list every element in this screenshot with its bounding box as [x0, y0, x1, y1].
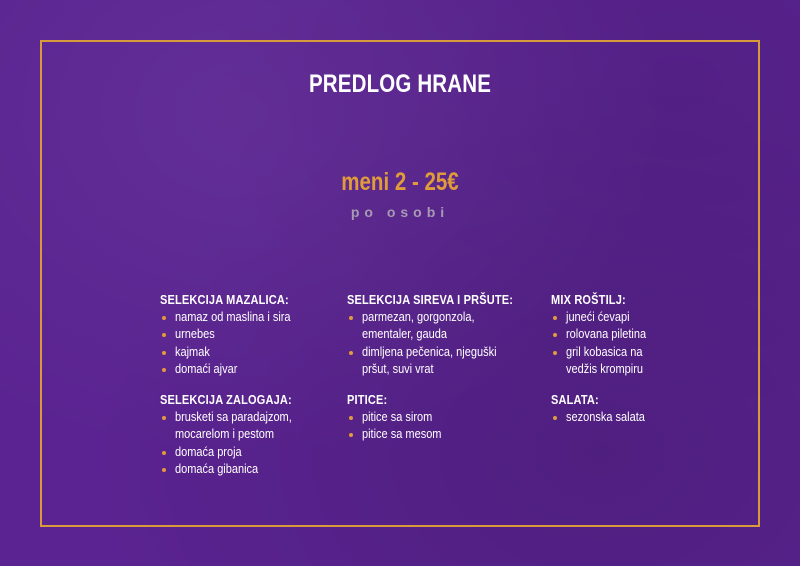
list-item: urnebes: [160, 326, 330, 343]
section-title: PITICE:: [347, 393, 388, 408]
section-title: SELEKCIJA MAZALICA:: [160, 293, 289, 307]
section-zalogaji: [160, 392, 330, 478]
item-list: [551, 309, 701, 378]
section-title: SELEKCIJA SIREVA I PRŠUTE:: [347, 293, 514, 307]
menu-column-3: [551, 292, 701, 440]
item-list: [347, 409, 537, 444]
list-item: domaća proja: [160, 444, 330, 461]
section-mazalice: [160, 292, 330, 378]
list-item: pitice sa sirom: [347, 409, 537, 426]
list-item: sezonska salata: [551, 409, 701, 426]
page-title: PREDLOG HRANE: [308, 70, 492, 98]
menu-column-2: [347, 292, 537, 458]
section-salata: [551, 392, 701, 426]
list-item: kajmak: [160, 344, 330, 361]
menu-price-note: po osobi: [350, 204, 450, 220]
list-item: domaći ajvar: [160, 361, 330, 378]
list-item: gril kobasica na vedžis krompiru: [551, 344, 701, 379]
section-pitice: [347, 392, 537, 444]
item-list: [347, 309, 537, 378]
item-list: [551, 409, 701, 426]
section-mix-rostilj: [551, 292, 701, 378]
section-title: MIX ROŠTILJ:: [551, 293, 626, 307]
list-item: dimljena pečenica, njeguški pršut, suvi vrat: [347, 344, 537, 379]
list-item: rolovana piletina: [551, 326, 701, 343]
section-title: SELEKCIJA ZALOGAJA:: [160, 393, 292, 408]
item-list: [160, 409, 330, 478]
menu-column-1: [160, 292, 330, 492]
list-item: juneći ćevapi: [551, 309, 701, 326]
list-item: namaz od maslina i sira: [160, 309, 330, 326]
item-list: [160, 309, 330, 378]
list-item: parmezan, gorgonzola, ementaler, gauda: [347, 309, 537, 344]
section-title: SALATA:: [551, 393, 599, 408]
list-item: brusketi sa paradajzom, mocarelom i pestom: [160, 409, 330, 444]
section-sirevi-prsute: [347, 292, 537, 378]
list-item: domaća gibanica: [160, 461, 330, 478]
list-item: pitice sa mesom: [347, 426, 537, 443]
menu-name: meni 2 - 25€: [341, 168, 459, 196]
